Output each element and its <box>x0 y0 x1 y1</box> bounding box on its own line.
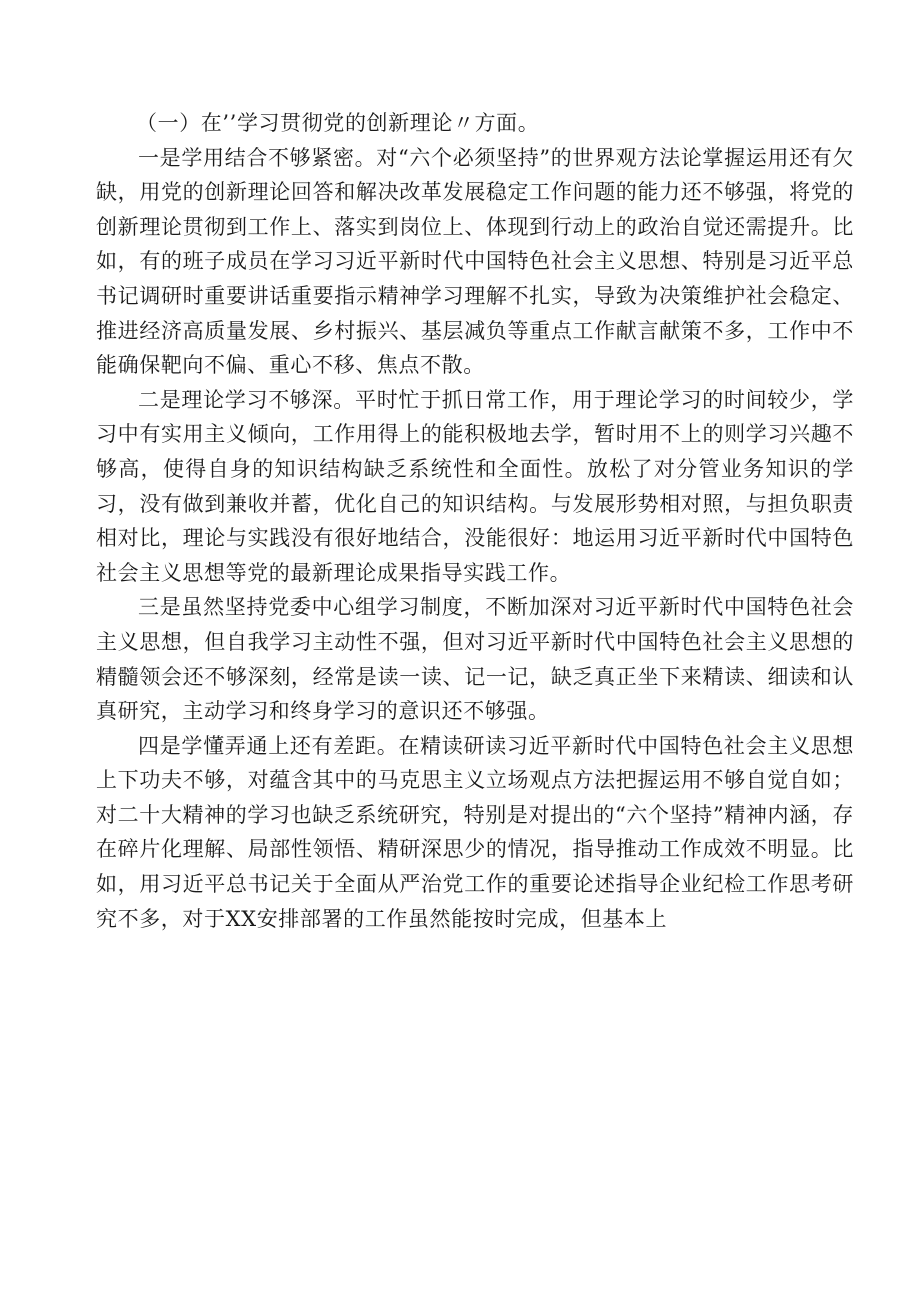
paragraph-1: 一是学用结合不够紧密。对“六个必须坚持”的世界观方法论掌握运用还有欠缺，用党的创新理论回答和解决改革发展稳定工作问题的能力还不够强，将党的创新理论贯彻到工作上、落实到岗位上、体现到行动上的政治自觉还需提升。比如，有的班子成员在学习习近平新时代中国特色社会主义思想、特别是习近平总书记调研时重要讲话重要指示精神学习理解不扎实，导致为决策维护社会稳定、推进经济高质量发展、乡村振兴、基层减负等重点工作献言献策不多，工作中不能确保靶向不偏、重心不移、焦点不散。 <box>96 145 854 378</box>
paragraph-4: 四是学懂弄通上还有差距。在精读研读习近平新时代中国特色社会主义思想上下功夫不够，对蕴含其中的马克思主义立场观点方法把握运用不够自觉自如；对二十大精神的学习也缺乏系统研究，特别是对提出的“六个坚持”精神内涵，存在碎片化理解、局部性领悟、精研深思少的情况，指导推动工作成效不明显。比如，用习近平总书记关于全面从严治党工作的重要论述指导企业纪检工作思考研究不多，对于XX安排部署的工作虽然能按时完成，但基本上 <box>96 733 854 931</box>
document-body <box>96 106 854 936</box>
section-heading: （一）在’’学习贯彻党的创新理论〃方面。 <box>136 111 540 135</box>
paragraph-3: 三是虽然坚持党委中心组学习制度，不断加深对习近平新时代中国特色社会主义思想，但自我学习主动性不强，但对习近平新时代中国特色社会主义思想的精髓领会还不够深刻，经常是读一读、记一记，缺乏真正坐下来精读、细读和认真研究，主动学习和终身学习的意识还不够强。 <box>96 595 854 724</box>
paragraph-2: 二是理论学习不够深。平时忙于抓日常工作，用于理论学习的时间较少，学习中有实用主义倾向，工作用得上的能积极地去学，暂时用不上的则学习兴趣不够高，使得自身的知识结构缺乏系统性和全面性。放松了对分管业务知识的学习，没有做到兼收并蓄，优化自己的知识结构。与发展形势相对照，与担负职责相对比，理论与实践没有很好地结合，没能很好：地运用习近平新时代中国特色社会主义思想等党的最新理论成果指导实践工作。 <box>96 387 854 585</box>
